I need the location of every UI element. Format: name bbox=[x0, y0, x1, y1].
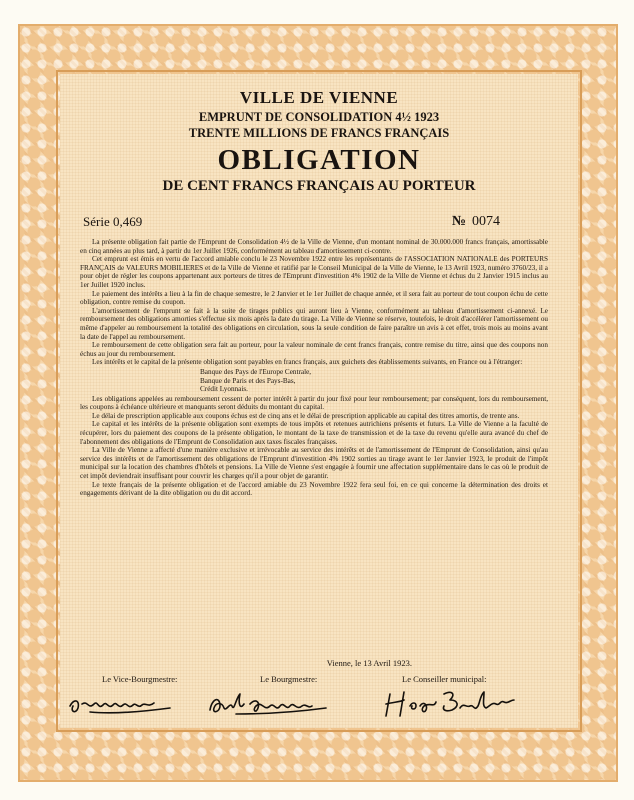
certificate-number bbox=[452, 214, 500, 230]
terms-paragraph: Les obligations appelées au remboursement cessent de porter intérêt à partir du jour fixé pour leur remboursement; par conséquent, lors du remboursement, les coupons à échéance ultérieure et manquants seront déduits du montant du capital. bbox=[80, 394, 548, 412]
terms-paragraph: La présente obligation fait partie de l'Emprunt de Consolidation 4½ de la Ville de Vienne, d'un montant nominal de 30.000.000 francs français, amortissable en cinq années au plus tard, à partir du 1er Juillet 1926, conformément au tableau d'amortissement ci-contre. bbox=[80, 238, 548, 255]
bank-item: Banque de Paris et des Pays-Bas, bbox=[200, 376, 296, 385]
certificate-panel bbox=[60, 74, 578, 728]
issue-date: Vienne, le 13 Avril 1923. bbox=[326, 658, 412, 668]
number-value: 0074 bbox=[472, 214, 500, 229]
terms-paragraph: La Ville de Vienne a affecté d'une manière exclusive et irrévocable au service des intérêts et de l'amortissement de l'Emprunt de Consolidation, ainsi qu'au service des intérêts et de l'amortissement des obligations de l'Emprunt d'investition 4% 1902 sorties au tirage avant le 1er Janvier 1923, le produit de l'impôt municipal sur la location des chambres d'hôtels et pensions. La Ville de Vienne s'est engagée à fournir une affectation supplémentaire dans le cas où le produit de cet impôt deviendrait insuffisant pour couvrir les charges qu'il a pour objet de garantir. bbox=[80, 446, 548, 481]
terms-paragraph: Cet emprunt est émis en vertu de l'accord amiable conclu le 23 Novembre 1922 entre les représentants de l'ASSOCIATION NATIONALE des PORTEURS FRANÇAIS de VALEURS MOBILIERES et de la Ville de Vienne et ratifié par le Conseil Municipal de la Ville de Vienne, le 13 Avril 1923, numéro 3760/23, il a pour objet de régler les coupons appartenant aux porteurs de titres de l'Emprunt d'investition 4% 1902 de la Ville de Vienne et échus du 2 Janvier 1915 inclus au 1er Juillet 1920 inclus. bbox=[80, 255, 548, 289]
terms-paragraph: Le capital et les intérêts de la présente obligation sont exempts de tous impôts et retenues autrichiens présents et futurs. La Ville de Vienne a la faculté de récupérer, lors du paiement des coupons de la présente obligation, le montant de la taxe de transmission et de la taxe du revenu qu'elle aura avancé du chef de l'abonnement des obligations de l'Emprunt de Consolidation aux taxes fiscales françaises. bbox=[80, 420, 548, 446]
signature-councillor bbox=[386, 692, 514, 716]
role-councillor: Le Conseiller municipal: bbox=[402, 674, 487, 684]
role-vice-mayor: Le Vice-Bourgmestre: bbox=[102, 674, 178, 684]
serie-number: Série 0,469 bbox=[83, 214, 143, 229]
role-mayor: Le Bourgmestre: bbox=[260, 674, 318, 684]
terms-paragraph: Le paiement des intérêts a lieu à la fin de chaque semestre, le 2 Janvier et le 1er Juillet de chaque année, et il sera fait au porteur de tout coupon échu de cette obligation, contre remise du coupon. bbox=[80, 289, 548, 307]
city-title: VILLE DE VIENNE bbox=[239, 88, 399, 107]
bank-list bbox=[200, 368, 548, 394]
bank-item: Banque des Pays de l'Europe Centrale, bbox=[200, 367, 312, 376]
terms-paragraph: Les intérêts et le capital de la présente obligation sont payables en francs français, aux guichets des établissements suivants, en France ou à l'étranger: bbox=[92, 358, 523, 367]
signature-mayor bbox=[210, 694, 326, 714]
signatures bbox=[60, 682, 578, 726]
document-subtitle: DE CENT FRANCS FRANÇAIS AU PORTEUR bbox=[162, 178, 476, 194]
signature-vice-mayor bbox=[70, 701, 170, 713]
loan-amount: TRENTE MILLIONS DE FRANCS FRANÇAIS bbox=[188, 126, 450, 140]
bank-item: Crédit Lyonnais. bbox=[200, 385, 248, 394]
number-symbol: № bbox=[451, 214, 466, 229]
terms-paragraph: Le délai de prescription applicable aux coupons échus est de cinq ans et le délai de prescription applicable au capital des titres amortis, de trente ans. bbox=[92, 411, 520, 420]
terms-paragraph: L'amortissement de l'emprunt se fait à la suite de tirages publics qui auront lieu à Vienne, conformément au tableau d'amortissement ci-annexé. Le remboursement des obligations amorties s'effectue six mois après la date du tirage. La Ville de Vienne se réserve, toutefois, le droit d'accélérer l'amortissement ou même d'appeler au remboursement la totalité des obligations en circulation, sous la seule condition de faire paraître un avis à cet effet, trois mois au moins avant la date de l'appel au remboursement. bbox=[80, 306, 548, 341]
document-title: OBLIGATION bbox=[217, 144, 421, 176]
loan-title: EMPRUNT DE CONSOLIDATION 4½ 1923 bbox=[198, 110, 440, 124]
terms-paragraph: Le remboursement de cette obligation sera fait au porteur, pour la valeur nominale de cent francs français, contre remise du titre, ainsi que des coupons non échus au jour du remboursement. bbox=[80, 341, 548, 358]
terms-paragraph: Le texte français de la présente obligation et de l'accord amiable du 23 Novembre 1922 fera seul foi, en ce qui concerne la détermination des droits et engagements dérivant de la dite obligation ou du dit accord. bbox=[80, 480, 548, 498]
bond-terms bbox=[80, 238, 548, 498]
